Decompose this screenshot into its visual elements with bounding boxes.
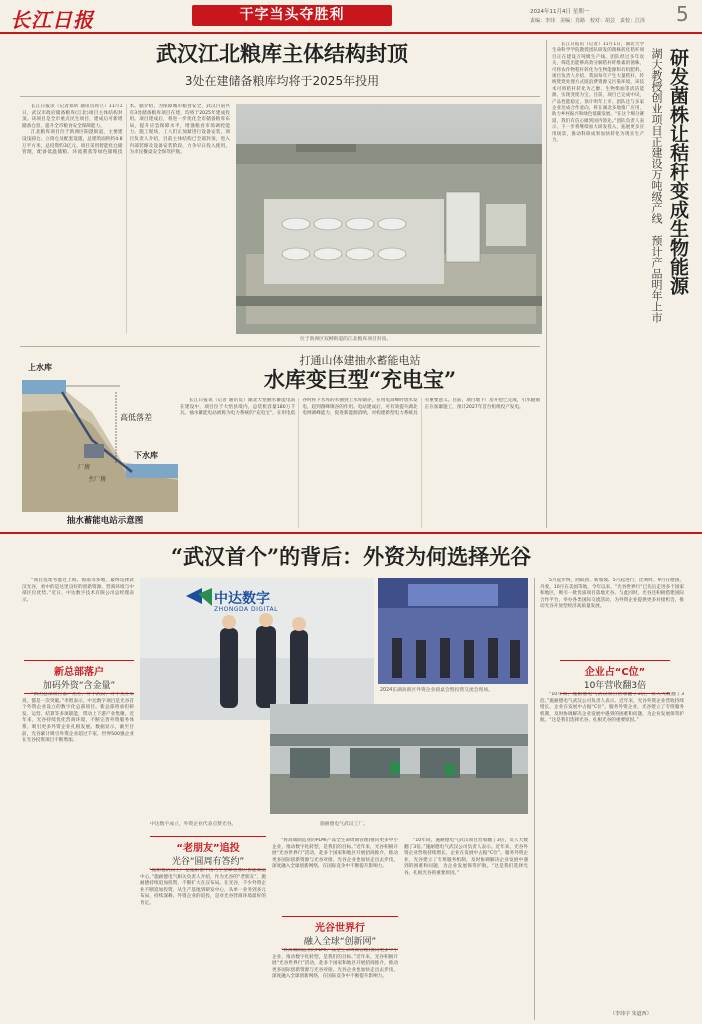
signing-caption: 中达数字成立，外资企业代表点赞光谷。 bbox=[150, 822, 237, 827]
lower-reservoir-shape bbox=[126, 464, 178, 478]
label-powerhouse: 厂房 bbox=[78, 464, 91, 471]
masthead bbox=[0, 0, 702, 34]
sidebar-divider bbox=[546, 40, 547, 528]
pumped-storage-diagram bbox=[22, 352, 178, 512]
sub4-heading bbox=[560, 660, 670, 694]
article1-subtitle: 3处在建储备粮库均将于2025年投用 bbox=[184, 74, 380, 88]
article1-title: 武汉江北粮库主体结构封顶 bbox=[156, 41, 408, 66]
page-number: 5 bbox=[676, 2, 689, 26]
article1-photo-caption: 位于新洲区双柳街道的江北粮库项目封顶。 bbox=[300, 337, 392, 342]
sub4-title: 企业占“C位” bbox=[560, 660, 670, 678]
issue-date: 2024年11月4日 星期一 bbox=[530, 9, 590, 15]
factory-photo bbox=[270, 704, 528, 814]
article1-bottom-rule bbox=[20, 346, 540, 347]
sub3-heading bbox=[282, 916, 398, 950]
factory-illustration bbox=[270, 704, 528, 814]
company-logo-en: ZHONGDA DIGITAL bbox=[214, 606, 278, 613]
roundtable-caption: 2024东湖高新区外资企业圆桌会暨投资交流会现场。 bbox=[380, 688, 493, 693]
sidebar-body: 长江日报讯（记者）11月1日，湖北大学生命科学学院教授团队研发的菌株转化秸秆项目正在建设万吨级生产线。团队经过多年攻关，筛选出能够高效分解秸秆纤维素的菌株，可将农作物秸秆转化为生物能源和有机肥料。项目负责人介绍，我国每年产生大量秸秆，传统焚烧处理方式既浪费资源又污染环境。该技术可将秸秆转化为乙醇、生物柴油等清洁能源，实现变废为宝。目前，项目已完成中试，产品性能稳定，预计明年上市。团队还与多家企业达成合作意向，将在湖北多地推广应用，助力乡村振兴和绿色低碳发展。“在这个细分赛道，我们有信心做到国内领先。”团队负责人表示，下一步将继续加大研发投入，拓展更多应用场景，推动科研成果加快转化为现实生产力。 bbox=[552, 42, 644, 144]
label-height-difference: 高低落差 bbox=[120, 413, 152, 422]
section-banner bbox=[192, 5, 392, 26]
sub2-title: “老朋友”追投 bbox=[150, 836, 266, 854]
feature-right-top-text: 5月起步终，阿联酋、新加坡、5月起进行，比利时、9月在德国、丹麦、10月在美国等地，今年以来，“光谷世界行”已先后走进多个国家和地区，吸引一批优质项目落地光谷。与此同时，光谷还积极搭建国际合作平台，举办各类国际交流活动，为外资企业提供更多对接机会，推动光谷开放型经济高质量发展。 bbox=[540, 578, 684, 610]
granary-aerial-photo bbox=[236, 104, 542, 334]
article2-title: 水库变巨型“充电宝” bbox=[263, 367, 457, 392]
byline: （李玮宇 朱道西） bbox=[610, 1011, 652, 1017]
sub4-body: “10年间，施耐德电气武汉项目营收翻了3倍，员人大数翻了3倍。”施耐德电气武汉公司负责人表示。近年来，光谷外资企业营收持续增长，企业在发展中占据“C位”。服务外资企业，光谷建立了专班服务机制，及时协调解决企业发展中遇到的困难和问题，为企业发展保驾护航。“这是我们选择光谷、扎根光谷的重要原因。” bbox=[540, 692, 684, 724]
editor-credits: 责编：李玮 美编：肖路 校对：胡芸 责校：江泽 bbox=[530, 18, 646, 24]
sub2-heading bbox=[150, 836, 266, 870]
signing-ceremony-photo bbox=[140, 578, 374, 720]
sub3-subtitle: 融入全球“创新网” bbox=[282, 934, 398, 950]
newspaper-logo: 长江日报 bbox=[10, 8, 94, 32]
sub1-heading bbox=[24, 660, 134, 694]
sub1-title: 新总部落户 bbox=[24, 660, 134, 678]
feature-right-divider bbox=[534, 578, 535, 1020]
roundtable-illustration bbox=[378, 578, 528, 684]
sub2-body: “施耐德武汉工厂是施耐德中国乃至全球重要的智能制造中心。”施耐德电气相关负责人介绍，作为光谷的“老朋友”，施耐德持续追加投资，不断扩大在汉布局。在光谷，不少外资企业不断追加投资，从生产基地到研发中心，从单一业务到多元布局，持续深耕。外资企业的追投，是对光谷营商环境最好的肯定。 bbox=[140, 868, 266, 906]
sub1-subtitle: 加码外资“含金量” bbox=[24, 678, 134, 694]
article1-body bbox=[22, 104, 230, 334]
diagram-caption: 抽水蓄能电站示意图 bbox=[66, 516, 144, 526]
sub3-body-continued: “将高端制造业的PLM(产品全生命周期管理)推向更多中小企业，推动数字化转型，是我们的目标。”近年来，光谷积极开展“光谷世界行”活动，赴多个国家和地区开展招商推介，推动更多国际创新资源与光谷对接。光谷企业也加快走出去步伐，深度融入全球创新网络，在国际竞争中不断提升影响力。 bbox=[272, 948, 398, 980]
section-title: 干字当头夺胜利 bbox=[239, 7, 345, 23]
factory-caption: 施耐德电气武汉工厂。 bbox=[320, 822, 368, 827]
feature-top-rule bbox=[0, 532, 702, 534]
sidebar-title: 研发菌株让秸秆变成生物能源 bbox=[667, 48, 689, 295]
label-upper-reservoir: 上水库 bbox=[28, 363, 52, 372]
sub3-body: “将高端制造业的PLM(产品全生命周期管理)推向更多中小企业，推动数字化转型，是我们的目标。”近年来，光谷积极开展“光谷世界行”活动，赴多个国家和地区开展招商推介，推动更多国际创新资源与光谷对接。光谷企业也加快走出去步伐，深度融入全球创新网络，在国际竞争中不断提升影响力。 bbox=[272, 838, 398, 870]
powerhouse-shape bbox=[84, 444, 104, 458]
upper-reservoir-shape bbox=[22, 380, 66, 394]
label-main-powerhouse: 主厂房 bbox=[88, 476, 107, 483]
company-logo-text: 中达数字 bbox=[214, 591, 270, 607]
article2-kicker: 打通山体建抽水蓄能电站 bbox=[299, 354, 421, 367]
article1-lead: 长江日报讯（记者郑昕 通讯员孙立）11月1日，武汉市政府储备粮库(江北)项目主体结构封顶。该项目是全市重点民生项目，建成后可新增储备仓容，提升全市粮食安全保障能力。 bbox=[22, 104, 123, 129]
middle-column-text: “10年间，施耐德电气武汉项目营收翻了3倍，员人大数翻了3倍。”施耐德电气武汉公司负责人表示。近年来，光谷外资企业营收持续增长，企业在发展中占据“C位”。服务外资企业，光谷建立了专班服务机制，及时协调解决企业发展中遇到的困难和问题，为企业发展保驾护航。“这是我们选择光谷、扎根光谷的重要原因。” bbox=[404, 838, 528, 876]
article2-body: 长江日报讯（记者 通讯员）湖北大悟抽水蓄能电站在建设中，项目位于大悟县境内，总装机容量180万千瓦。抽水蓄能电站被称为电力系统的“充电宝”，在用电低谷时将下水库的水抽到上水库储存，在用电高峰时放水发电，起到削峰填谷的作用。电站建成后，可有效提升湖北电网调峰能力，促进新能源消纳，对构建新型电力系统具有重要意义。目前，项目地下厂房开挖已完成，引水隧洞正在加紧施工，预计2027年首台机组投产发电。 bbox=[180, 398, 540, 417]
masthead-rule bbox=[0, 32, 702, 34]
sub3-title: 光谷世界行 bbox=[282, 916, 398, 934]
sub2-subtitle: 光谷“圆周有答约” bbox=[150, 854, 266, 870]
roundtable-photo bbox=[378, 578, 528, 684]
sub1-body: “新的总部项目落户光谷，对于武汉、对于光谷来说，都是一次突破。”李智表示，中达数字项目是光谷首个外资企业设立的数字化总部项目。新总部将承担研发、运营、结算等多项职能，带动上下游产业集聚。近年来，光谷持续优化营商环境，不断完善外资服务体系，吸引更多外资企业扎根发展。数据显示，截至目前，光谷累计吸引外资企业超过千家，世界500强企业在光谷投资项目不断增加。 bbox=[22, 692, 134, 744]
article1-title-rule bbox=[20, 96, 540, 97]
sub4-subtitle: 10年营收翻3倍 bbox=[560, 678, 670, 694]
sidebar-subtitle: 湖大教授创业项目正建设万吨级产线 预计产品明年上市 bbox=[650, 48, 663, 323]
label-lower-reservoir: 下水库 bbox=[134, 451, 158, 460]
article1-text: 江北粮库项目位于新洲区阳逻街道，主要建设浅圆仓、立筒仓及配套设施，总建筑面积约4.8万平方米，总投资约3亿元。项目采用智能化仓储管理，配备低温储粮、环流熏蒸等绿色储粮技术。据介绍，为保障城市粮食安全，武汉目前共有3处储备粮库项目在建，均将于2025年建成投用。项目建成后，将进一步优化全市储备粮库布局，提升应急保障水平，增强粮食市场调控能力。施工现场，工人们正加紧进行设备安装。项目负责人介绍，目前主体结构已全部封顶，进入内部装修及设备安装阶段，力争早日投入使用，为市民餐桌安全保驾护航。 bbox=[22, 104, 230, 156]
article2-diagram bbox=[22, 352, 178, 528]
feature-intro: “项目选址考虑过上海、海南等多地，最终选择武汉光谷，看中的是这里良好的创新资源、营商环境与中部区位优势。”近日，中达数字技术有限公司总经理表示。 bbox=[22, 578, 134, 603]
granary-illustration bbox=[236, 104, 542, 334]
feature-title: “武汉首个”的背后：外资为何选择光谷 bbox=[170, 544, 532, 569]
